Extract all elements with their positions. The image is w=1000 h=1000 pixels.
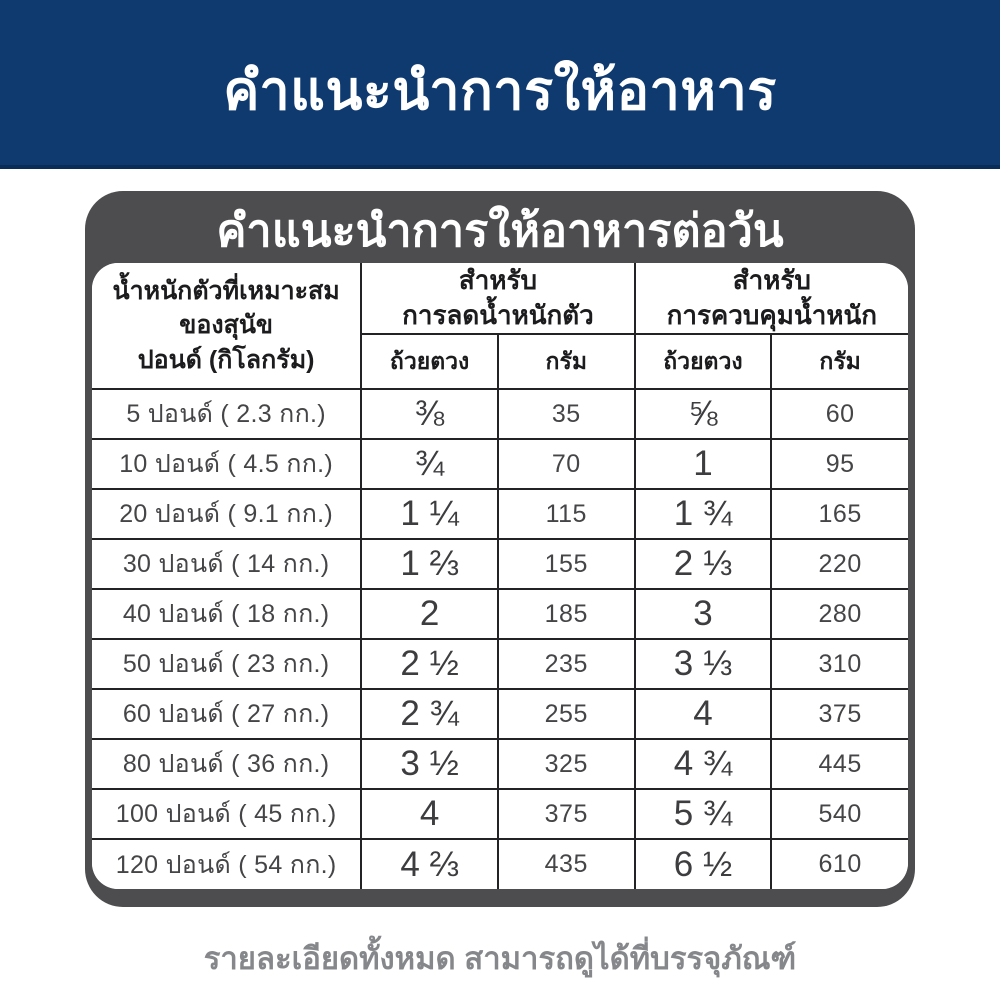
control-grams-cell: 280	[771, 589, 908, 639]
control-grams-cell: 220	[771, 539, 908, 589]
loss-grams-cell: 185	[498, 589, 635, 639]
control-cups-cell: 1 ¾	[635, 489, 772, 539]
loss-cups-cell: 4	[361, 789, 498, 839]
control-cups-cell: 6 ½	[635, 839, 772, 889]
weight-cell: 120 ปอนด์ ( 54 กก.)	[92, 839, 361, 889]
weight-cell: 100 ปอนด์ ( 45 กก.)	[92, 789, 361, 839]
loss-grams-cell: 435	[498, 839, 635, 889]
table-row	[92, 689, 908, 739]
loss-cups-cell: 1 ¼	[361, 489, 498, 539]
weight-control-header-line-1: สำหรับ	[732, 265, 811, 295]
feeding-table	[92, 263, 908, 889]
weight-loss-header-line-2: การลดน้ำหนักตัว	[402, 300, 594, 331]
loss-cups-cell: ⅜	[361, 389, 498, 439]
control-grams-cell: 95	[771, 439, 908, 489]
loss-grams-cell: 235	[498, 639, 635, 689]
loss-grams-column-header: กรัม	[498, 334, 635, 389]
weight-header-line-2: ของสุนัข	[179, 311, 273, 340]
loss-cups-cell: ¾	[361, 439, 498, 489]
loss-cups-column-header: ถ้วยตวง	[361, 334, 498, 389]
weight-header-line-1: น้ำหนักตัวที่เหมาะสม	[112, 276, 340, 305]
control-cups-cell: 1	[635, 439, 772, 489]
loss-cups-cell: 3 ½	[361, 739, 498, 789]
control-cups-cell: 4	[635, 689, 772, 739]
weight-header-line-3: ปอนด์ (กิโลกรัม)	[137, 345, 315, 374]
table-row	[92, 739, 908, 789]
table-row	[92, 489, 908, 539]
table-row	[92, 589, 908, 639]
weight-cell: 20 ปอนด์ ( 9.1 กก.)	[92, 489, 361, 539]
weight-cell: 40 ปอนด์ ( 18 กก.)	[92, 589, 361, 639]
control-grams-cell: 60	[771, 389, 908, 439]
loss-cups-cell: 4 ⅔	[361, 839, 498, 889]
control-cups-cell: 3 ⅓	[635, 639, 772, 689]
control-cups-cell: 2 ⅓	[635, 539, 772, 589]
weight-cell: 60 ปอนด์ ( 27 กก.)	[92, 689, 361, 739]
control-grams-cell: 610	[771, 839, 908, 889]
card-title-bar	[92, 191, 908, 263]
weight-control-group-header	[635, 263, 908, 334]
weight-loss-group-header	[361, 263, 634, 334]
loss-grams-cell: 255	[498, 689, 635, 739]
page-title: คำแนะนำการให้อาหาร	[223, 60, 777, 121]
feeding-guide-card	[85, 191, 915, 907]
loss-grams-cell: 70	[498, 439, 635, 489]
feeding-table-wrapper	[92, 263, 908, 889]
control-grams-cell: 540	[771, 789, 908, 839]
table-row	[92, 439, 908, 489]
loss-grams-cell: 115	[498, 489, 635, 539]
weight-cell: 80 ปอนด์ ( 36 กก.)	[92, 739, 361, 789]
control-cups-cell: ⅝	[635, 389, 772, 439]
control-cups-cell: 5 ¾	[635, 789, 772, 839]
card-title: คำแนะนำการให้อาหารต่อวัน	[216, 205, 784, 256]
loss-cups-cell: 2 ½	[361, 639, 498, 689]
loss-grams-cell: 155	[498, 539, 635, 589]
weight-loss-header-line-1: สำหรับ	[458, 265, 537, 295]
weight-cell: 30 ปอนด์ ( 14 กก.)	[92, 539, 361, 589]
weight-cell: 10 ปอนด์ ( 4.5 กก.)	[92, 439, 361, 489]
packaging-note: รายละเอียดทั้งหมด สามารถดูได้ที่บรรจุภัณฑ์	[203, 941, 797, 977]
weight-control-header-line-2: การควบคุมน้ำหนัก	[666, 300, 877, 331]
table-row	[92, 839, 908, 889]
control-grams-cell: 375	[771, 689, 908, 739]
loss-grams-cell: 35	[498, 389, 635, 439]
control-grams-cell: 445	[771, 739, 908, 789]
table-row	[92, 789, 908, 839]
table-row	[92, 539, 908, 589]
control-cups-column-header: ถ้วยตวง	[635, 334, 772, 389]
control-grams-cell: 310	[771, 639, 908, 689]
weight-cell: 5 ปอนด์ ( 2.3 กก.)	[92, 389, 361, 439]
loss-cups-cell: 2	[361, 589, 498, 639]
control-grams-cell: 165	[771, 489, 908, 539]
header-row-groups	[92, 263, 908, 334]
loss-cups-cell: 2 ¾	[361, 689, 498, 739]
loss-grams-cell: 325	[498, 739, 635, 789]
header-banner	[0, 0, 1000, 169]
weight-column-header	[92, 263, 361, 389]
control-grams-column-header: กรัม	[771, 334, 908, 389]
weight-cell: 50 ปอนด์ ( 23 กก.)	[92, 639, 361, 689]
loss-grams-cell: 375	[498, 789, 635, 839]
control-cups-cell: 4 ¾	[635, 739, 772, 789]
table-row	[92, 639, 908, 689]
loss-cups-cell: 1 ⅔	[361, 539, 498, 589]
table-row	[92, 389, 908, 439]
control-cups-cell: 3	[635, 589, 772, 639]
